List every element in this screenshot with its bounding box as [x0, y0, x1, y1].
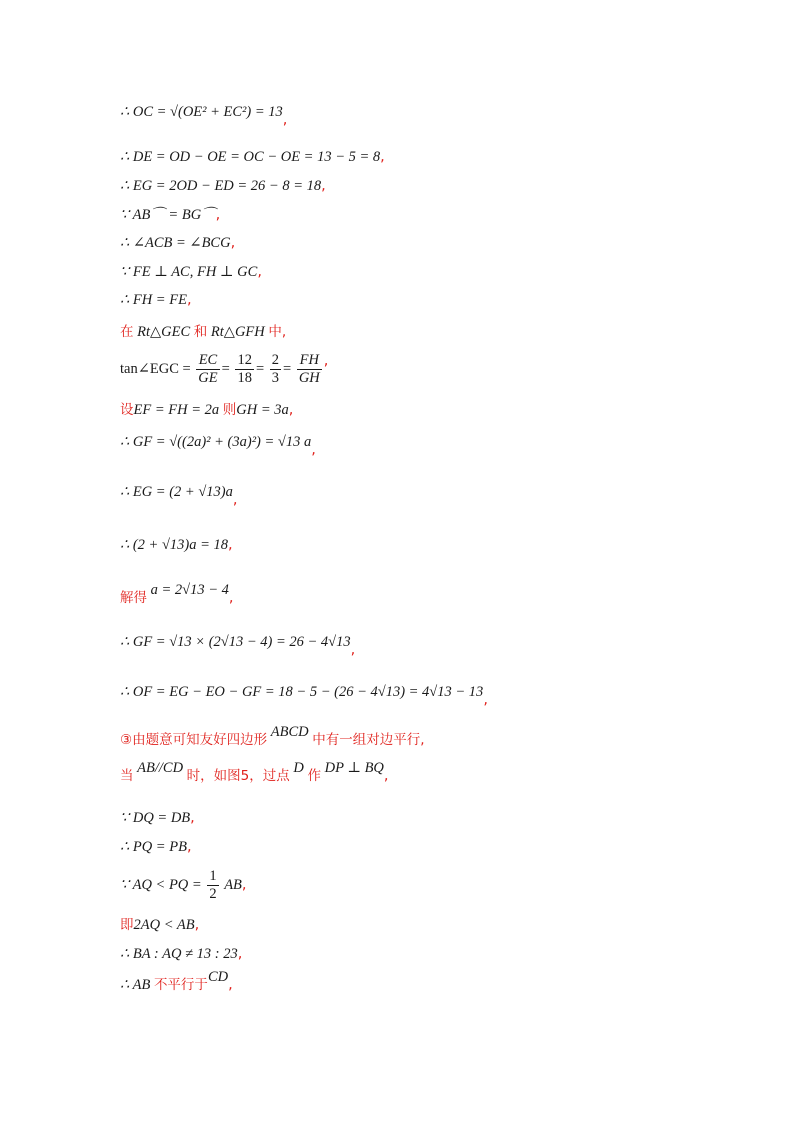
math-2aq: 2AQ < AB — [133, 917, 195, 933]
text-part3-intro: ③由题意可知友好四边形 — [120, 732, 268, 748]
line-part3 — [120, 724, 425, 750]
comma: , — [321, 178, 326, 194]
line-aq — [120, 868, 247, 903]
numerator: 12 — [237, 352, 252, 368]
math-aq: ∵ AQ < PQ = — [120, 876, 202, 893]
comma: , — [190, 810, 195, 826]
line-gf-value — [120, 632, 356, 658]
denominator: 2 — [209, 886, 217, 902]
comma: , — [232, 492, 238, 508]
line-triangles — [120, 322, 286, 342]
line-of — [120, 682, 488, 708]
math-de: ∴ DE = OD − OE = OC − OE = 13 − 5 = 8 — [120, 149, 381, 165]
line-dq — [120, 808, 195, 828]
line-gf — [120, 432, 316, 458]
math-ab-cd: AB//CD — [137, 760, 184, 776]
text-dang: 当 — [120, 768, 134, 784]
math-ratio: ∴ BA : AQ ≠ 13 : 23 — [120, 946, 238, 962]
math-abcd: ABCD — [270, 724, 309, 740]
comma: , — [230, 235, 236, 251]
comma: , — [383, 768, 389, 784]
denominator: 3 — [271, 370, 280, 386]
line-pq — [120, 837, 192, 857]
comma: , — [323, 352, 329, 369]
line-eg-sqrt — [120, 482, 238, 508]
numerator: 1 — [209, 868, 217, 884]
math-fh-fe: ∴ FH = FE — [120, 292, 187, 308]
line-perp — [120, 262, 262, 282]
line-eg — [120, 176, 326, 196]
text-jiede: 解得 — [120, 590, 147, 606]
numerator: 2 — [271, 352, 280, 368]
line-angle — [120, 233, 235, 253]
math-cd: CD — [207, 969, 229, 985]
text-not-parallel: 不平行于 — [153, 977, 208, 993]
math-ab: AB — [224, 876, 242, 893]
comma: , — [350, 642, 356, 658]
line-tan: tan∠EGC = $\frac{EC}{GE}$ = $\frac{12}{18}$ = $\frac{2}{3}$ = $\frac{FH}{GH}$ , — [120, 352, 329, 386]
numerator: FH — [297, 352, 322, 370]
comma: , — [194, 917, 200, 933]
line-eq18 — [120, 535, 233, 555]
comma: , — [228, 537, 233, 553]
math-rt-gec: Rt△GEC — [137, 324, 191, 340]
math-eq18: ∴ (2 + √13)a = 18 — [120, 537, 229, 553]
fraction-fh-gh — [297, 352, 322, 387]
math-therefore-ab: ∴ AB — [120, 977, 151, 993]
comma: , — [186, 839, 192, 855]
comma: , — [228, 977, 233, 993]
text-she: 设 — [120, 402, 134, 418]
math-dp-bq: DP ⊥ BQ — [324, 760, 384, 776]
math-perp: ∵ FE ⊥ AC, FH ⊥ GC — [120, 264, 258, 280]
comma: , — [282, 112, 288, 128]
comma: , — [288, 402, 294, 418]
line-ji — [120, 915, 199, 935]
math-dq: ∵ DQ = DB — [120, 810, 191, 826]
text-zuo: 作 — [307, 768, 321, 784]
text-zai: 在 — [120, 324, 134, 340]
fraction-half — [207, 868, 218, 903]
numerator: EC — [196, 352, 219, 370]
math-a: a = 2√13 − 4 — [150, 582, 229, 598]
math-of: ∴ OF = EG − EO − GF = 18 − 5 − (26 − 4√13) = 4√13 − 13 — [120, 684, 484, 700]
denominator: GH — [298, 370, 320, 386]
text-ji: 即 — [120, 917, 134, 933]
comma: , — [311, 442, 316, 458]
denominator: GE — [198, 370, 218, 386]
line-fh-fe — [120, 290, 192, 310]
line-oc — [120, 102, 288, 128]
math-gh: GH = 3a — [236, 402, 289, 418]
fraction-12-18 — [235, 352, 254, 387]
comma: , — [215, 207, 221, 223]
math-ef-fh: EF = FH = 2a — [133, 402, 220, 418]
comma: , — [186, 292, 192, 308]
text-ze: 则 — [222, 402, 237, 418]
line-when — [120, 760, 389, 786]
math-arc: ∵ AB⌒ = BG⌒ — [120, 207, 216, 223]
math-rt-gfh: Rt△GFH — [210, 324, 265, 340]
math-d: D — [293, 760, 304, 776]
denominator: 18 — [237, 370, 252, 386]
comma: , — [483, 692, 488, 708]
math-oc: ∴ OC = √(OE² + EC²) = 13 — [120, 104, 283, 120]
text-figure5: 时，如图5，过点 — [186, 768, 290, 784]
line-ratio — [120, 944, 242, 964]
line-solve — [120, 582, 234, 608]
line-de — [120, 147, 385, 167]
comma: , — [257, 264, 262, 280]
math-pq: ∴ PQ = PB — [120, 839, 187, 855]
fraction-2-3 — [270, 352, 281, 387]
comma: , — [241, 876, 247, 893]
line-let — [120, 400, 293, 420]
comma: , — [380, 149, 385, 165]
math-gf-value: ∴ GF = √13 × (2√13 − 4) = 26 − 4√13 — [120, 634, 351, 650]
text-he: 和 — [193, 324, 208, 340]
math-angle: ∴ ∠ACB = ∠BCG — [120, 235, 231, 251]
comma: , — [237, 946, 243, 962]
math-eg: ∴ EG = 2OD − ED = 26 − 8 = 18 — [120, 178, 322, 194]
line-arc — [120, 205, 220, 225]
text-parallel: 中有一组对边平行, — [312, 732, 425, 748]
fraction-ec-ge — [196, 352, 219, 387]
math-tan: tan∠EGC = — [120, 360, 191, 377]
text-zhong: 中, — [268, 324, 287, 340]
math-gf: ∴ GF = √((2a)² + (3a)²) = √13 a — [120, 434, 312, 450]
comma: , — [228, 590, 234, 606]
line-not-parallel — [120, 969, 233, 995]
math-eg-sqrt: ∴ EG = (2 + √13)a — [120, 484, 233, 500]
